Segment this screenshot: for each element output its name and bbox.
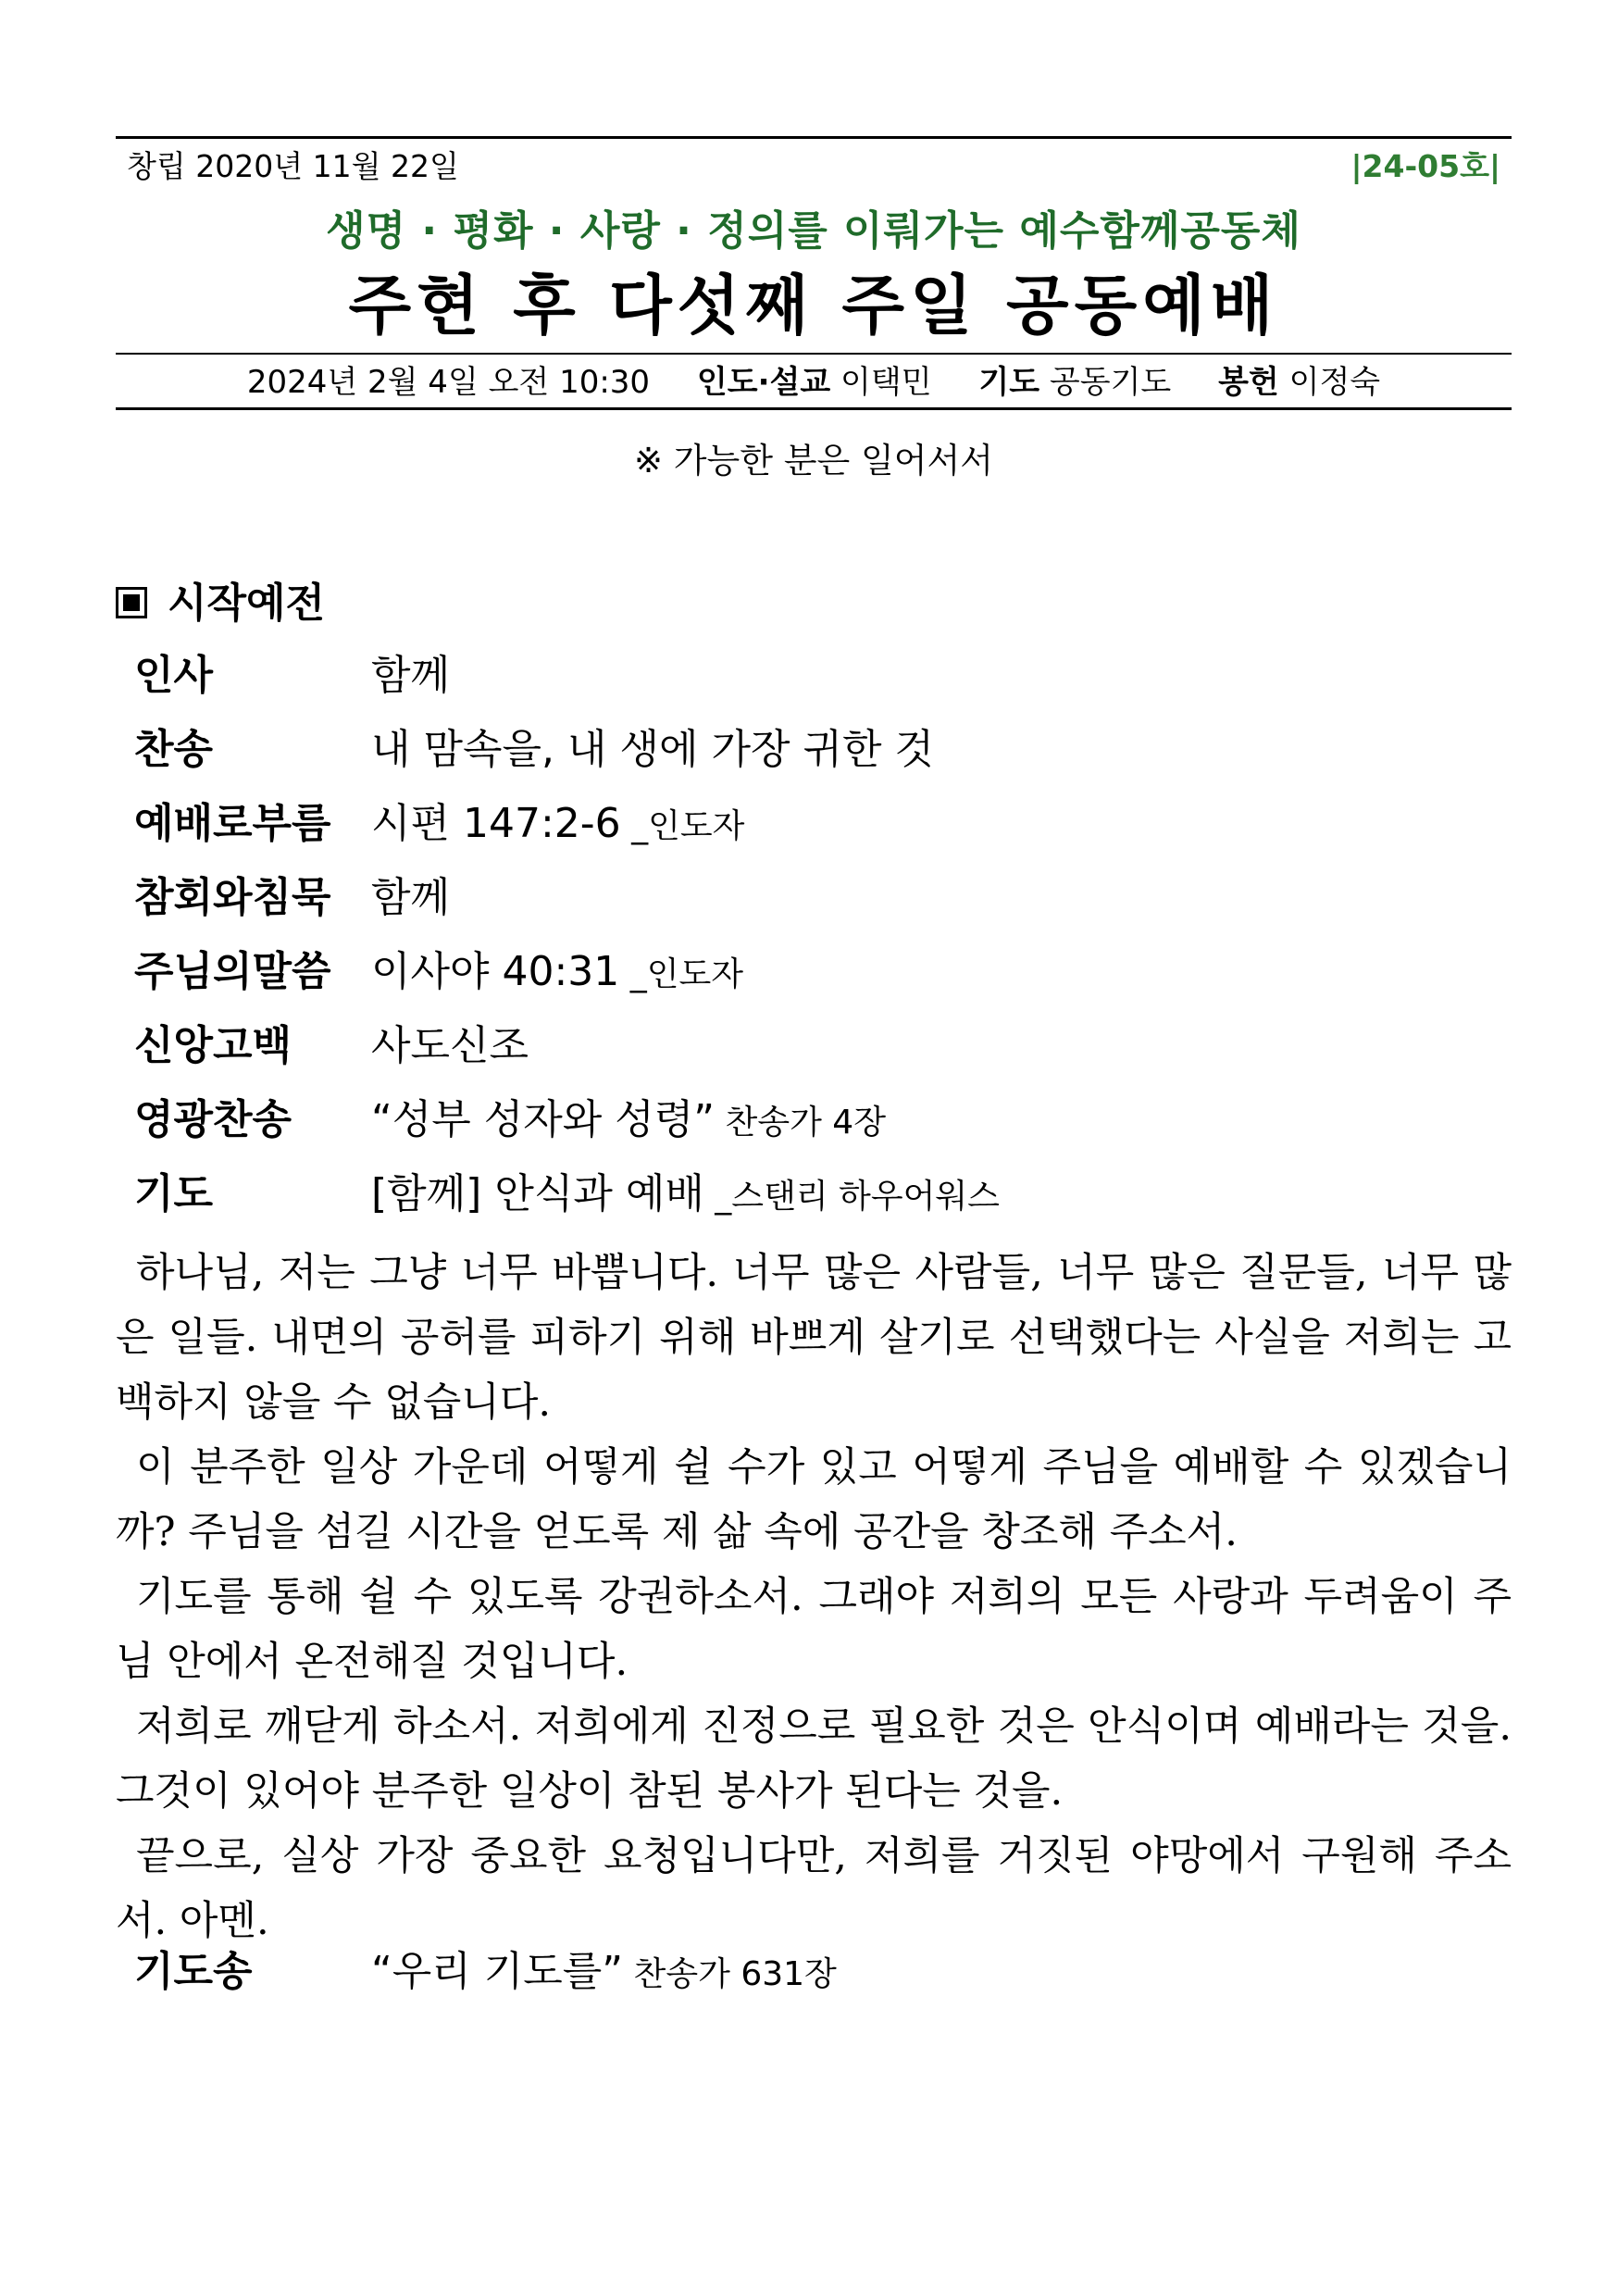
closing-note: 찬송가 631장 bbox=[623, 1955, 837, 1993]
title-divider bbox=[116, 353, 1512, 355]
order-item bbox=[134, 866, 450, 933]
order-item-value: 사도신조 bbox=[371, 1022, 529, 1069]
order-item-label: 영광찬송 bbox=[134, 1096, 292, 1143]
info-divider bbox=[116, 407, 1512, 410]
order-item-value: 이사야 40:31 bbox=[371, 948, 620, 995]
service-title: 주현 후 다섯째 주일 공동예배 bbox=[348, 268, 1279, 343]
offering-label: 봉헌 bbox=[1218, 364, 1279, 401]
closing-value: “우리 기도를” bbox=[371, 1948, 624, 1995]
order-item-note: _스탠리 하우어워스 bbox=[703, 1178, 1000, 1216]
standing-notice: ※ 가능한 분은 일어서서 bbox=[634, 441, 993, 480]
order-item-value: [함께] 안식과 예배 bbox=[371, 1170, 704, 1217]
prayer-paragraph: 이 분주한 일상 가운데 어떻게 쉴 수가 있고 어떻게 주님을 예배할 수 있겠습니까? 주님을 섬길 시간을 얻도록 제 삶 속에 공간을 창조해 주소서. bbox=[116, 1444, 1512, 1555]
order-item-note: _인도자 bbox=[619, 955, 744, 993]
order-item bbox=[134, 1014, 529, 1081]
service-datetime: 2024년 2월 4일 오전 10:30 bbox=[246, 364, 651, 401]
order-item bbox=[134, 792, 744, 859]
order-item-value: 함께 bbox=[371, 874, 451, 921]
order-item bbox=[134, 1162, 1000, 1229]
order-item-value: 함께 bbox=[371, 652, 451, 699]
order-item-note: 찬송가 4장 bbox=[715, 1104, 886, 1142]
order-item-label: 신앙고백 bbox=[134, 1022, 292, 1069]
order-item-label: 기도 bbox=[134, 1170, 214, 1217]
service-info bbox=[116, 359, 1512, 406]
square-bullet-icon bbox=[116, 587, 147, 618]
leader-label: 인도·설교 bbox=[696, 364, 831, 401]
prayer-paragraph: 저희로 깨닫게 하소서. 저희에게 진정으로 필요한 것은 안식이며 예배라는 것을. 그것이 있어야 분주한 일상이 참된 봉사가 된다는 것을. bbox=[116, 1703, 1512, 1815]
prayer-name: 공동기도 bbox=[1049, 364, 1172, 401]
order-item-value: 내 맘속을, 내 생에 가장 귀한 것 bbox=[371, 726, 934, 773]
order-item-label: 예배로부름 bbox=[134, 800, 331, 847]
order-item-label: 주님의말씀 bbox=[134, 948, 331, 995]
prayer-paragraph: 끝으로, 실상 가장 중요한 요청입니다만, 저희를 거짓된 야망에서 구원해 주소서. 아멘. bbox=[116, 1833, 1512, 1944]
order-item-label: 찬송 bbox=[134, 726, 214, 773]
order-item bbox=[134, 718, 934, 785]
order-item bbox=[134, 940, 743, 1007]
order-item-note: _인도자 bbox=[620, 807, 745, 845]
offering-name: 이정숙 bbox=[1288, 364, 1381, 401]
issue-number: |24-05호| bbox=[1350, 148, 1500, 184]
order-item-label: 인사 bbox=[134, 652, 214, 699]
prayer-label: 기도 bbox=[978, 364, 1040, 401]
order-item-value: “성부 성자와 성령” bbox=[371, 1096, 716, 1143]
prayer-paragraph: 하나님, 저는 그냥 너무 바쁩니다. 너무 많은 사람들, 너무 많은 질문들, 너무 많은 일들. 내면의 공허를 피하기 위해 바쁘게 살기로 선택했다는 사실을 저희는 고백하지 않을 수 없습니다. bbox=[116, 1250, 1512, 1426]
prayer-paragraph: 기도를 통해 쉴 수 있도록 강권하소서. 그래야 저희의 모든 사랑과 두려움이 주님 안에서 온전해질 것입니다. bbox=[116, 1574, 1512, 1685]
closing-label: 기도송 bbox=[134, 1948, 253, 1995]
leader-name: 이택민 bbox=[840, 364, 932, 401]
section-title: 시작예전 bbox=[168, 580, 326, 627]
closing-item bbox=[134, 1940, 837, 2007]
order-item-value: 시편 147:2-6 bbox=[371, 800, 621, 847]
order-item bbox=[134, 1088, 886, 1155]
top-rule bbox=[116, 136, 1512, 139]
order-item-label: 참회와침묵 bbox=[134, 874, 331, 921]
community-slogan: 생명 · 평화 · 사랑 · 정의를 이뤄가는 예수함께공동체 bbox=[326, 207, 1301, 255]
section-heading bbox=[116, 576, 325, 631]
prayer-text bbox=[116, 1241, 1512, 1953]
founded-date: 창립 2020년 11월 22일 bbox=[127, 148, 459, 184]
order-item bbox=[134, 643, 450, 711]
